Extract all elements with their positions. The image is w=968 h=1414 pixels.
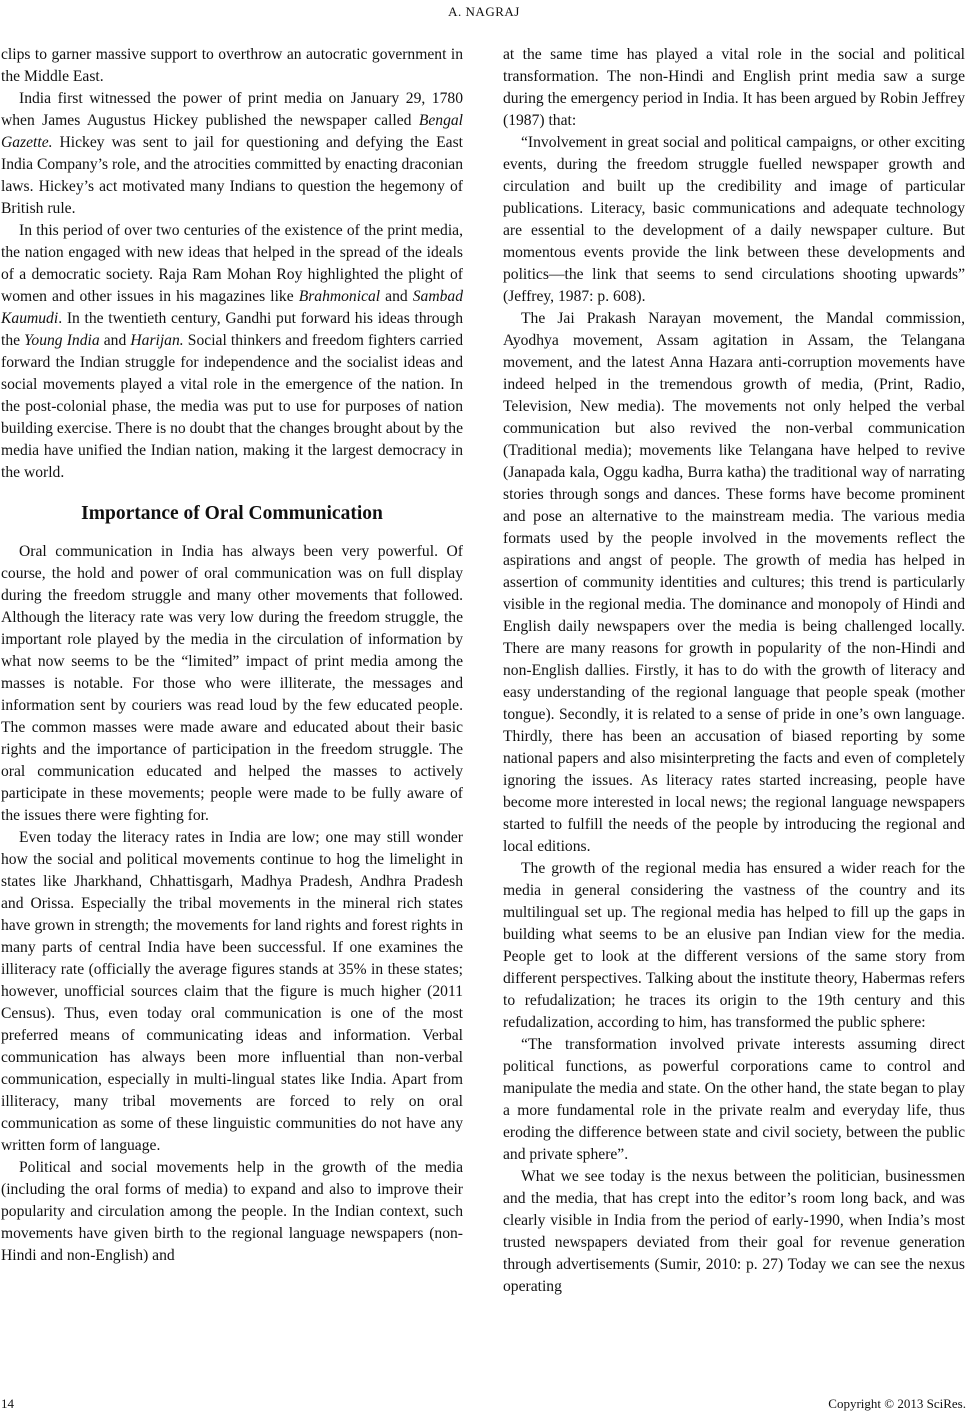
- text-run: and: [380, 288, 413, 305]
- paragraph-continuation: at the same time has played a vital role in the social and political transformation. The non-Hindi and English print media saw a surge during the emergency period in India. It has been argued by Robin Jeffrey (1987) that:: [503, 46, 965, 129]
- paragraph-continuation: clips to garner massive support to overthrow an autocratic government in the Middle East.: [1, 46, 463, 85]
- block-quote-habermas: “The transformation involved private interests assuming direct political functions, as powerful corporations came to control and manipulate the media and state. On the other hand, the state began to play a more fundamental role in the private realm and everyday life, thus eroding the difference between state and civil society, between the public and private sphere”.: [503, 1036, 965, 1163]
- section-heading: Importance of Oral Communication: [81, 503, 383, 524]
- italic-title: Bengal Gazette.: [1, 112, 463, 151]
- italic-title: Brahmonical: [298, 288, 381, 305]
- running-head: A. NAGRAJ: [448, 4, 520, 19]
- text-run: Hickey was sent to jail for questioning and defying the East India Company’s role, and the atrocities committed by enacting draconian laws. Hickey’s act motivated many Indians to question the hegemony of British rule.: [1, 134, 463, 217]
- paragraph-regional-media: The growth of the regional media has ensured a wider reach for the media in general considering the vastness of the country and its multilingual set up. The regional media has helped to fill up the gaps in building what seems to be an elusive pan Indian view for the media. People get to look at the different versions of the same story from different perspectives. Talking about the institute theory, Habermas refers to refudalization; he traces its origin to the 19th century and this refudalization, according to him, has transformed the public sphere:: [503, 860, 965, 1031]
- copyright-notice: Copyright © 2013 SciRes.: [828, 1396, 966, 1411]
- paragraph-nexus: What we see today is the nexus between the politician, businessmen and the media, that has crept into the editor’s room long back, and was clearly visible in India from the period of early-1990, when India’s most trusted newspapers deviated from their goal for revenue generation through advertisements (Sumir, 2010: p. 27) Today we can see the nexus operating: [503, 1168, 965, 1295]
- text-run: . In the twentieth century, Gandhi put forward his ideas through the: [1, 310, 463, 349]
- page-number: 14: [1, 1396, 14, 1411]
- text-run: India first witnessed the power of print media on January 29, 1780 when James Augustus Hickey published the newspaper called: [1, 90, 463, 129]
- paragraph-hickey: [1, 88, 463, 220]
- italic-title: Young India: [24, 332, 100, 349]
- paragraph-oral-communication: Oral communication in India has always been very powerful. Of course, the hold and power of oral communication was on full display during the freedom struggle and many other movements that followed. Although the literacy rate was very low during the freedom struggle, the important role played by the media in the circulation of information by what now seems to be the “limited” impact of print media among the masses is notable. For those who were illiterate, the messages and information sent by couriers was read loud by the few educated people. The common masses were made aware and educated about their basic rights and the importance of participation in the freedom struggle. The oral communication educated and helped the masses to actively participate in these movements; people were made to be fully aware of the issues there were fighting for.: [1, 543, 463, 824]
- left-column: [1, 44, 463, 1267]
- block-quote-jeffrey: “Involvement in great social and political campaigns, or other exciting events, during the freedom struggle fuelled newspaper growth and circulation and built up the credibility and image of particular publications. Literacy, basic communications and adequate technology are essential to the development of a daily newspaper culture. But momentous events provide the link between these developments and politics—the link that seems to send circulations shooting upwards” (Jeffrey, 1987: p. 608).: [503, 134, 965, 305]
- right-column: [503, 44, 965, 1298]
- paragraph-print-media-history: [1, 220, 463, 484]
- text-run: and: [99, 332, 131, 349]
- paragraph-literacy-rates: Even today the literacy rates in India are low; one may still wonder how the social and political movements continue to hog the limelight in states like Jharkhand, Chhattisgarh, Madhya Pradesh, Andhra Pradesh and Orissa. Especially the tribal movements in the mineral rich states have grown in strength; the movements for land rights and forest rights in many parts of central India have been successful. If one examines the illiteracy rate (officially the average figures stands at 35% in these states; however, unofficial sources claim that the figure is much higher (2011 Census). Thus, even today oral communication is one of the most preferred means of communicating ideas and information. Verbal communication has always been more influential than non-verbal communication, especially in multi-lingual states like India. Apart from illiteracy, many tribal movements are forced to rely on oral communication as some of these linguistic communities do not have any written form of language.: [1, 829, 463, 1154]
- text-run: In this period of over two centuries of the existence of the print media, the nation engaged with new ideas that helped in the spread of the ideals of a democratic society. Raja Ram Mohan Roy highlighted the plight of women and other issues in his magazines like: [1, 222, 463, 305]
- paragraph-movements-growth: The Jai Prakash Narayan movement, the Mandal commission, Ayodhya movement, Assam agitation in Assam, the Telangana movement, and the latest Anna Hazara anti-corruption movements have indeed helped in the tremendous growth of media, (Print, Radio, Television, New media). The movements not only helped the verbal communication but also revived the non-verbal communication (Traditional media); movements like Telangana have helped to revive (Janapada kala, Oggu kadha, Burra katha) the traditional way of narrating stories through songs and dances. These forms have become prominent and pose an alternative to the mainstream media. The various media formats used by the people involved in the movements reflect the aspirations and angst of people. The growth of media has helped in assertion of community identities and cultures; this trend is particularly visible in the regional media. The dominance and monopoly of Hindi and English daily newspapers over the media is being challenged locally. There are many reasons for growth in popularity of the non-Hindi and non-English dallies. Firstly, it has to do with the growth of literacy and easy understanding of the regional language that people speak (mother tongue). Secondly, it is related to a sense of pride in one’s own language. Thirdly, there has been an accusation of biased reporting by some national papers and also misinterpreting the facts and even of completely ignoring the issues. As literacy rates started increasing, people have become more interested in local news; the regional language newspapers started to fulfill the needs of the people by introducing the regional and local editions.: [503, 310, 965, 855]
- italic-title: Harijan.: [130, 332, 184, 349]
- paragraph-political-movements: Political and social movements help in the growth of the media (including the oral forms of media) to expand and also to improve their popularity and circulation among the people. In the Indian context, such movements have given birth to the regional language newspapers (non-Hindi and non-English) and: [1, 1159, 463, 1264]
- italic-title: Sambad Kaumudi: [1, 288, 463, 327]
- text-run: Social thinkers and freedom fighters carried forward the Indian struggle for independence and the socialist ideas and social movements played a vital role in the emergence of the nation. In the post-colonial phase, the media was put to use for purposes of nation building exercise. There is no doubt that the changes brought about by the media have unified the Indian nation, making it the largest democracy in the world.: [1, 332, 463, 481]
